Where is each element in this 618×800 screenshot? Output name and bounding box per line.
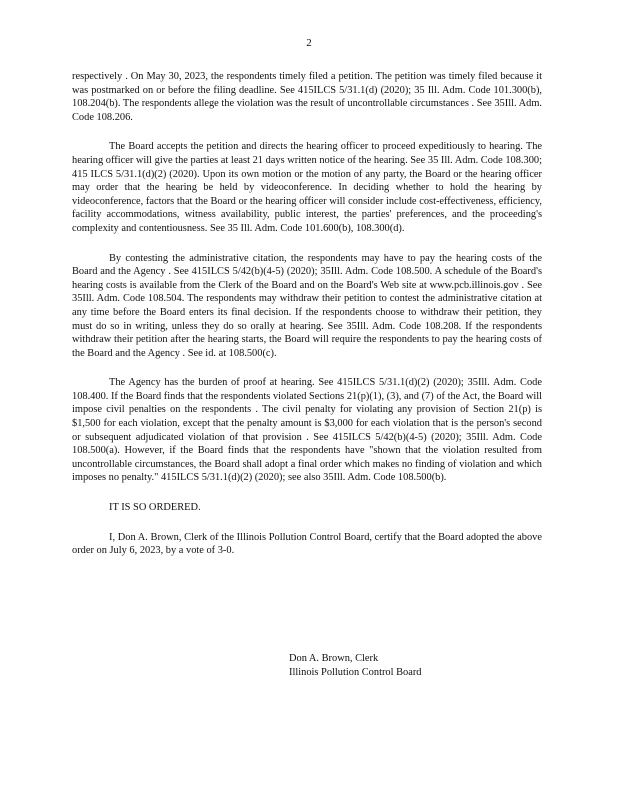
page-number: 2: [306, 37, 312, 49]
paragraph-so-ordered: IT IS SO ORDERED.: [109, 502, 201, 514]
paragraph-costs: By contesting the administrative citation, the respondents may have to pay the hearing costs of the Board and the Agency . See 415ILCS 5/42(b)(4-5) (2020); 35Ill. Adm. Code 108.500. A schedule of the Board's hearing costs is available from the Clerk of the Board and on the Board's Web site at www.pcb.illinois.gov . See 35Ill. Adm. Code 108.504. The respondents may withdraw their petition to contest the administrative citation at any time before the Board enters its final decision. If the respondents choose to withdraw their petition, they must do so in writing, unless they do so orally at hearing. See 35Ill. Adm. Code 108.208. If the respondents withdraw their petition after the hearing starts, the Board will require the respondents to pay the hearing costs of the Board and the Agency . See id. at 108.500(c).: [72, 252, 542, 359]
signature-block: [289, 652, 422, 679]
signature-org: Illinois Pollution Control Board: [289, 666, 422, 678]
paragraph-filing: respectively . On May 30, 2023, the respondents timely filed a petition. The petition was timely filed because it was postmarked on or before the filing deadline. See 415ILCS 5/31.1(d) (2020); 35 Ill. Adm. Code 101.300(b), 108.204(b). The respondents allege the violation was the result of uncontrollable circumstances . See 35Ill. Adm. Code 108.206.: [72, 71, 542, 123]
paragraph-burden-of-proof: The Agency has the burden of proof at hearing. See 415ILCS 5/31.1(d)(2) (2020); 35Ill. Adm. Code 108.400. If the Board finds that the respondents violated Sections 21(p)(1), (3), and (7) of the Act, the Board will impose civil penalties on the respondents . The civil penalty for violating any provision of Section 21(p) is $1,500 for each violation, except that the penalty amount is $3,000 for each violation that is the person's second or subsequent adjudicated violation of that provision . See 415ILCS 5/42(b)(4-5) (2020); 35Ill. Adm. Code 108.500(a). However, if the Board finds that the respondents have "shown that the violation resulted from uncontrollable circumstances, the Board shall adopt a final order which makes no finding of violation and which imposes no penalty." 415ILCS 5/31.1(d)(2) (2020); see also 35Ill. Adm. Code 108.500(b).: [72, 377, 542, 484]
paragraph-hearing: The Board accepts the petition and directs the hearing officer to proceed expeditiously to hearing. The hearing officer will give the parties at least 21 days written notice of the hearing. See 35 Ill. Adm. Code 108.300; 415 ILCS 5/31.1(d)(2) (2020). Upon its own motion or the motion of any party, the Board or the hearing officer may order that the hearing be held by videoconference. In deciding whether to hold the hearing by videoconference, factors that the Board or the hearing officer will consider include cost-effectiveness, efficiency, facility accommodations, witness availability, public interest, the parties' preferences, and the proceeding's complexity and contentiousness. See 35 Ill. Adm. Code 101.600(b), 108.300(d).: [72, 141, 542, 234]
order-body: [72, 70, 542, 574]
signature-name: Don A. Brown, Clerk: [289, 653, 379, 664]
paragraph-certification: I, Don A. Brown, Clerk of the Illinois Pollution Control Board, certify that the Board adopted the above order on July 6, 2023, by a vote of 3-0.: [72, 531, 542, 557]
